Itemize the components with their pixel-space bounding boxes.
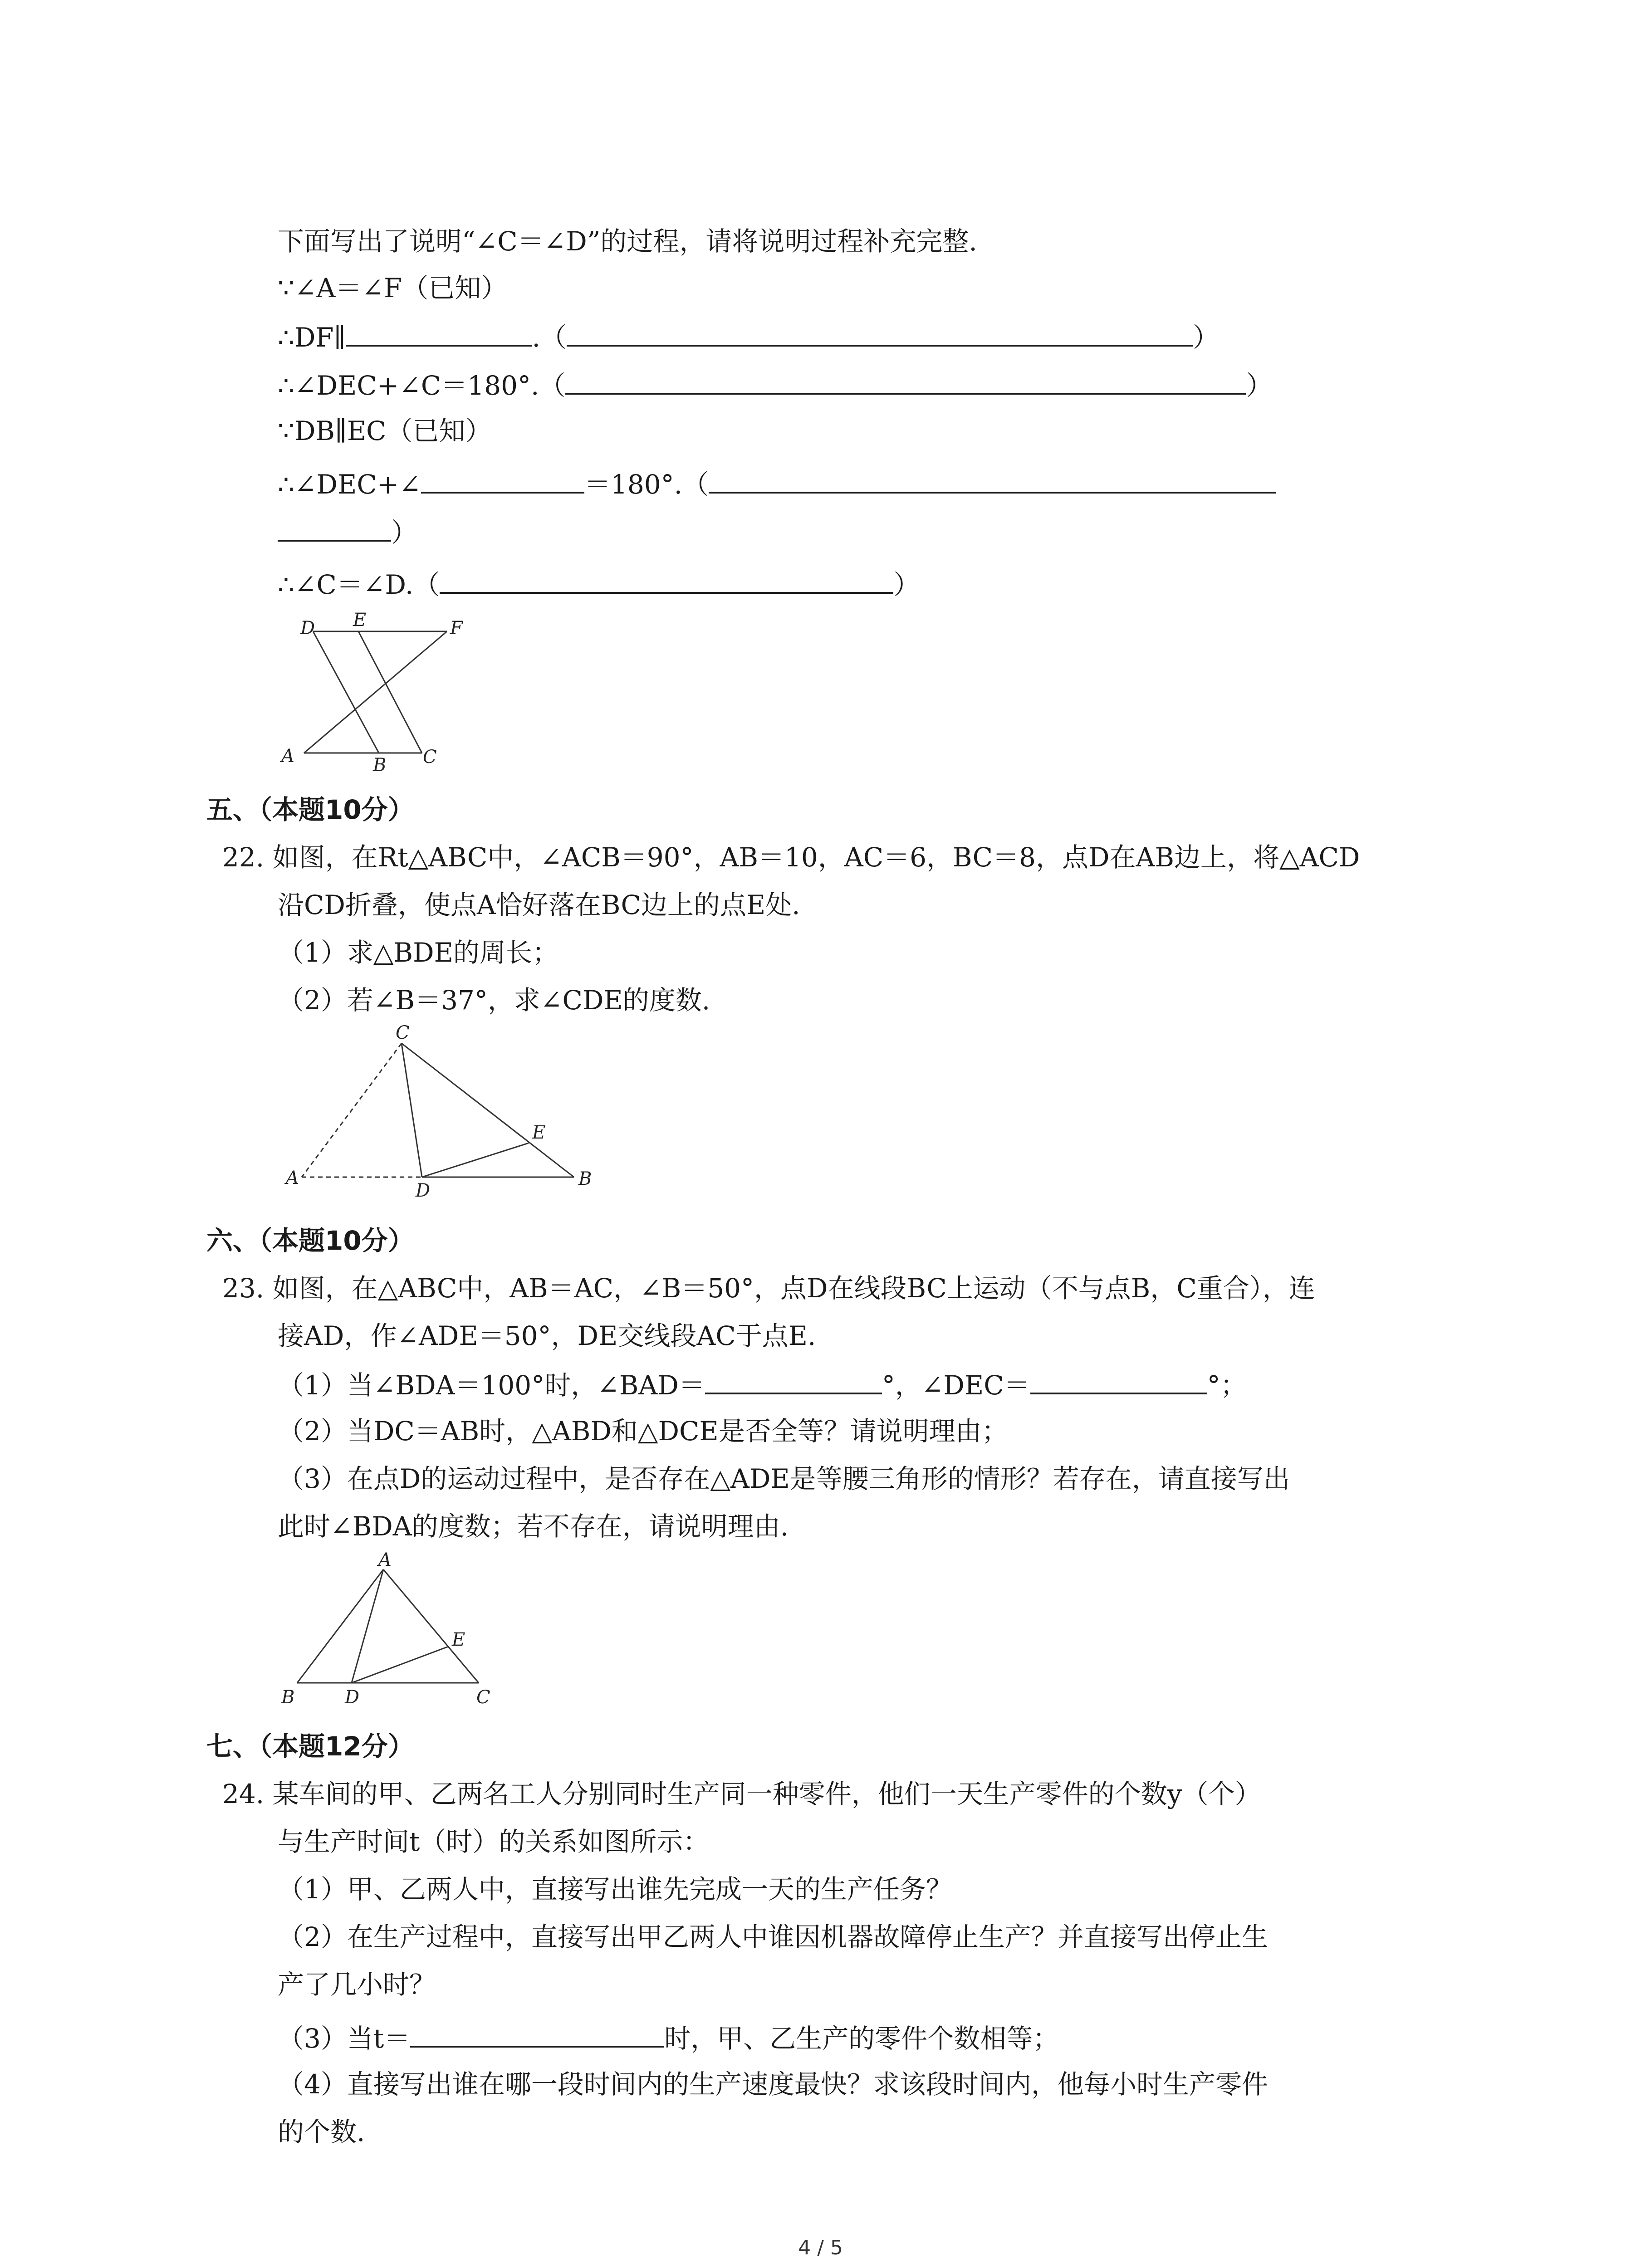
q23-part-1-text: °，∠DEC＝ xyxy=(882,1370,1030,1401)
line-DB xyxy=(313,631,379,753)
answer-blank[interactable] xyxy=(705,1365,882,1394)
label-A: A xyxy=(286,1168,299,1188)
section-5-title: 五、（本题10分） xyxy=(206,794,414,825)
label-C: C xyxy=(476,1687,490,1706)
q23-part-3-cont: 此时∠BDA的度数；若不存在，请说明理由. xyxy=(278,1511,789,1542)
q23-line-2: 接AD，作∠ADE＝50°，DE交线段AC于点E. xyxy=(278,1320,816,1351)
q21-step-3-text: ∴∠DEC+∠C＝180°.（ xyxy=(278,370,566,401)
q24-part-4-cont: 的个数. xyxy=(278,2116,365,2147)
reason-blank[interactable] xyxy=(567,318,1193,347)
q24-line-2: 与生产时间t（时）的关系如图所示： xyxy=(278,1826,710,1857)
label-A: A xyxy=(378,1551,392,1570)
q23-part-1-text: °； xyxy=(1207,1370,1247,1401)
q24-part-2-cont: 产了几小时？ xyxy=(278,1969,436,2000)
label-F: F xyxy=(450,618,463,639)
q21-step-2 xyxy=(278,318,1219,356)
q21-step-5-text: ＝180°.（ xyxy=(584,469,709,500)
q24-line-1: 24. 某车间的甲、乙两名工人分别同时生产同一种零件，他们一天生产零件的个数y（个） xyxy=(222,1779,1261,1809)
q21-step-7-text: ∴∠C＝∠D.（ xyxy=(278,569,440,600)
answer-blank[interactable] xyxy=(1030,1365,1207,1394)
answer-blank[interactable] xyxy=(346,318,532,347)
label-C: C xyxy=(423,747,437,767)
q21-figure xyxy=(272,612,481,776)
q21-step-6-text: ） xyxy=(391,517,418,548)
q21-step-7-text: ） xyxy=(893,569,920,600)
label-B: B xyxy=(281,1687,295,1706)
answer-blank[interactable] xyxy=(410,2019,664,2048)
line-AD xyxy=(352,1569,383,1683)
q23-part-2: （2）当DC＝AB时，△ABD和△DCE是否全等？请说明理由； xyxy=(278,1416,1008,1447)
label-B: B xyxy=(578,1168,592,1189)
line-CA-dashed xyxy=(302,1043,402,1177)
q23-part-1-text: （1）当∠BDA＝100°时，∠BAD＝ xyxy=(278,1370,705,1401)
line-AF xyxy=(304,631,447,753)
label-A: A xyxy=(281,746,294,767)
label-E: E xyxy=(452,1629,465,1650)
q21-intro: 下面写出了说明“∠C＝∠D”的过程，请将说明过程补充完整. xyxy=(278,226,977,257)
q21-step-7 xyxy=(278,565,920,603)
line-DE xyxy=(422,1143,529,1177)
q21-step-3-text: ） xyxy=(1246,370,1273,401)
q23-part-3: （3）在点D的运动过程中，是否存在△ADE是等腰三角形的情形？若存在，请直接写出 xyxy=(278,1463,1290,1494)
q22-part-1: （1）求△BDE的周长； xyxy=(278,937,558,968)
q21-step-5 xyxy=(278,464,1276,503)
line-EC xyxy=(358,631,422,753)
label-E: E xyxy=(353,612,367,631)
q21-step-3 xyxy=(278,366,1272,404)
line-AB xyxy=(297,1569,383,1683)
reason-blank[interactable] xyxy=(709,464,1276,494)
q21-step-4: ∵DB∥EC（已知） xyxy=(278,415,492,446)
q21-step-6 xyxy=(278,513,417,551)
q24-part-2: （2）在生产过程中，直接写出甲乙两人中谁因机器故障停止生产？并直接写出停止生 xyxy=(278,1921,1268,1952)
label-B: B xyxy=(373,755,387,776)
page-number: 4 / 5 xyxy=(798,2236,843,2259)
line-DE xyxy=(352,1647,448,1683)
q24-part-4: （4）直接写出谁在哪一段时间内的生产速度最快？求该段时间内，他每小时生产零件 xyxy=(278,2069,1268,2100)
q24-part-1: （1）甲、乙两人中，直接写出谁先完成一天的生产任务？ xyxy=(278,1874,952,1905)
label-D: D xyxy=(300,618,315,639)
label-C: C xyxy=(396,1025,410,1043)
label-D: D xyxy=(345,1687,360,1706)
q21-step-2-text: ） xyxy=(1192,322,1219,353)
section-7-title: 七、（本题12分） xyxy=(206,1731,414,1762)
line-CB xyxy=(402,1043,574,1177)
q23-part-1 xyxy=(278,1365,1247,1403)
q23-figure xyxy=(272,1551,508,1706)
q23-line-1: 23. 如图，在△ABC中，AB＝AC，∠B＝50°，点D在线段BC上运动（不与点B，C重合），连 xyxy=(222,1273,1315,1304)
q21-step-2-text: .（ xyxy=(532,322,567,353)
q22-part-2: （2）若∠B＝37°，求∠CDE的度数. xyxy=(278,985,710,1016)
q24-part-3-text: （3）当t＝ xyxy=(278,2023,411,2054)
q24-part-3 xyxy=(278,2019,1059,2057)
q22-line-2: 沿CD折叠，使点A恰好落在BC边上的点E处. xyxy=(278,890,800,920)
section-6-title: 六、（本题10分） xyxy=(206,1225,414,1256)
q22-figure xyxy=(272,1025,617,1207)
q21-step-5-text: ∴∠DEC+∠ xyxy=(278,469,421,500)
reason-blank[interactable] xyxy=(440,565,893,594)
q22-line-1: 22. 如图，在Rt△ABC中，∠ACB＝90°，AB＝10，AC＝6，BC＝8，点D在AB边上，将△ACD xyxy=(222,842,1360,873)
reason-blank[interactable] xyxy=(278,513,391,542)
q24-part-3-text: 时，甲、乙生产的零件个数相等； xyxy=(664,2023,1059,2054)
label-E: E xyxy=(532,1122,546,1143)
line-CD xyxy=(402,1043,422,1177)
reason-blank[interactable] xyxy=(565,366,1246,395)
q21-step-1: ∵∠A＝∠F（已知） xyxy=(278,273,508,303)
q21-step-2-text: ∴DF∥ xyxy=(278,322,346,353)
label-D: D xyxy=(416,1180,431,1201)
answer-blank[interactable] xyxy=(421,464,584,494)
